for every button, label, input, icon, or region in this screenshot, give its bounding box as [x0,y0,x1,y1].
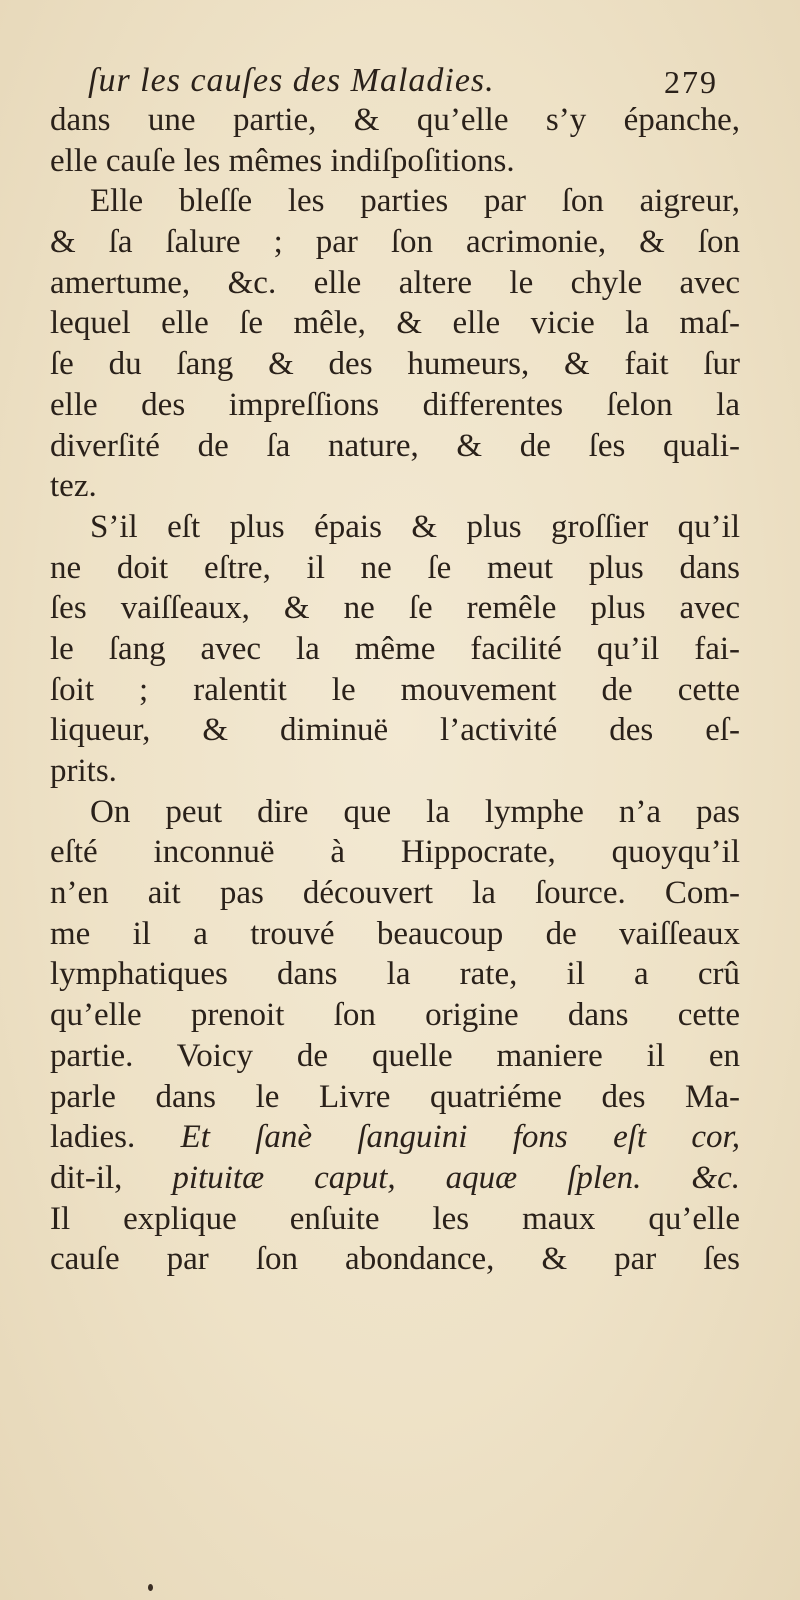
text-line: S’il eſt plus épais & plus groſſier qu’il [90,508,740,545]
text-line: cauſe par ſon abondance, & par ſes [50,1241,740,1278]
text-line: partie. Voicy de quelle maniere il en [50,1037,740,1074]
text-line: ne doit eſtre, il ne ſe meut plus dans [50,549,740,586]
page-number: 279 [664,64,718,100]
text-line: le ſang avec la même facilité qu’il fai- [50,630,740,667]
text-segment: dit-il, [50,1159,173,1196]
text-line: ſoit ; ralentit le mouvement de cette [50,671,740,708]
text-line: lymphatiques dans la rate, il a crû [50,956,740,993]
text-line: me il a trouvé beaucoup de vaiſſeaux [50,915,740,952]
text-line: parle dans le Livre quatriéme des Ma- [50,1078,740,1115]
text-line: & ſa ſalure ; par ſon acrimonie, & ſon [50,224,740,261]
text-line: ſes vaiſſeaux, & ne ſe remêle plus avec [50,590,740,627]
text-line: qu’elle prenoit ſon origine dans cette [50,997,740,1034]
text-line: amertume, &c. elle altere le chyle avec [50,264,740,301]
text-line: elle des impreſſions differentes ſelon la [50,386,740,423]
text-segment: ladies. [50,1119,181,1156]
latin-quotation: pituitæ caput, aquæ ſplen. &c. [172,1159,740,1196]
text-line: Elle bleſſe les parties par ſon aigreur, [90,183,740,220]
text-line: n’en ait pas découvert la ſource. Com- [50,875,740,912]
running-title: ſur les cauſes des Maladies. [88,62,495,99]
text-line: Il explique enſuite les maux qu’elle [50,1200,740,1237]
text-line: lequel elle ſe mêle, & elle vicie la maſ- [50,305,740,342]
body-text [50,100,740,1280]
text-line: prits. [50,753,117,789]
text-line: tez. [50,468,97,505]
text-line [50,1117,740,1158]
text-line: diverſité de ſa nature, & de ſes quali- [50,427,740,464]
text-line: eſté inconnuë à Hippocrate, quoyqu’il [50,834,740,871]
ink-spot [148,1584,153,1591]
text-line: On peut dire que la lymphe n’a pas [90,793,740,830]
latin-quotation: Et ſanè ſanguini fons eſt cor, [180,1119,740,1156]
text-line: liqueur, & diminuë l’activité des eſ- [50,712,740,749]
text-line: elle cauſe les mêmes indiſpoſitions. [50,142,515,179]
text-line: dans une partie, & qu’elle s’y épanche, [50,102,740,138]
text-line: ſe du ſang & des humeurs, & fait ſur [50,346,740,383]
text-line [50,1158,740,1199]
